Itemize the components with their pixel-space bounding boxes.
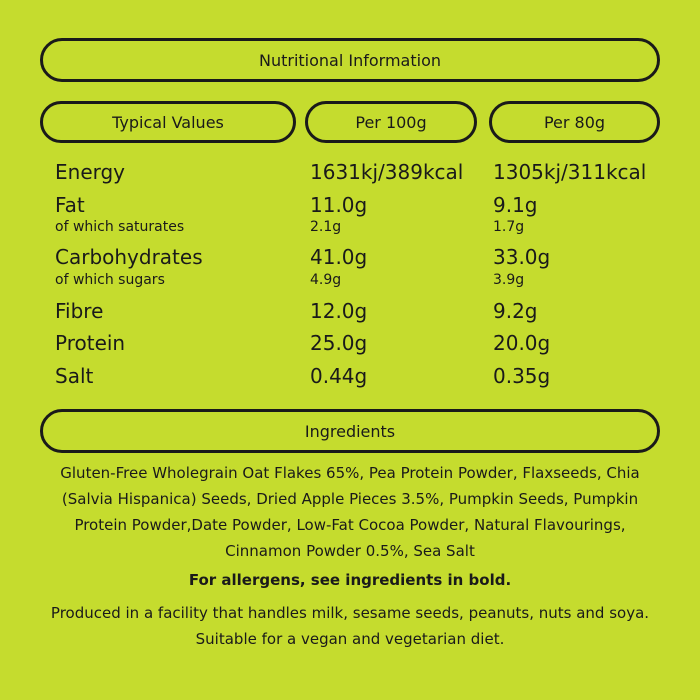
typical-values-label: Typical Values [112, 112, 224, 132]
facility-note: Produced in a facility that handles milk, sesame seeds, peanuts, nuts and soya. Suitable for a vegan and vegetarian diet. [50, 604, 650, 648]
per-80g-header [489, 101, 660, 143]
row-label: Fat [55, 193, 85, 217]
row-label: Energy [55, 160, 126, 184]
typical-values-header [40, 101, 296, 143]
per-100g-label: Per 100g [355, 112, 427, 132]
value-per-80g: 20.0g [493, 331, 551, 355]
value-per-100g: 11.0g [310, 193, 368, 217]
ingredients-header [40, 409, 660, 453]
row-label: Salt [55, 364, 94, 388]
allergen-note: For allergens, see ingredients in bold. [188, 571, 512, 589]
value-per-80g: 9.2g [493, 299, 538, 323]
value-per-80g: 0.35g [493, 364, 551, 388]
value-per-80g: 1305kj/311kcal [493, 160, 647, 184]
ingredients-title: Ingredients [304, 421, 396, 441]
row-label: of which sugars [55, 272, 165, 288]
row-label: Carbohydrates [55, 245, 203, 269]
value-per-100g: 0.44g [310, 364, 368, 388]
value-per-80g: 3.9g [493, 272, 525, 288]
row-label: Protein [55, 331, 126, 355]
per-100g-header [305, 101, 477, 143]
value-per-100g: 12.0g [310, 299, 368, 323]
nutritional-information-header [40, 38, 660, 82]
ingredients-text: Gluten-Free Wholegrain Oat Flakes 65%, Pea Protein Powder, Flaxseeds, Chia (Salvia Hispanica) Seeds, Dried Apple Pieces 3.5%, Pumpkin Seeds, Pumpkin Protein Powder,Date Powder, Low-Fat Cocoa Powder, Natural Flavourings, Cinnamon Powder 0.5%, Sea Salt [60, 464, 640, 560]
value-per-100g: 25.0g [310, 331, 368, 355]
value-per-80g: 9.1g [493, 193, 538, 217]
value-per-100g: 2.1g [310, 219, 342, 235]
row-label: Fibre [55, 299, 104, 323]
value-per-100g: 41.0g [310, 245, 368, 269]
row-label: of which saturates [55, 219, 185, 235]
per-80g-label: Per 80g [543, 112, 606, 132]
value-per-80g: 1.7g [493, 219, 525, 235]
value-per-100g: 4.9g [310, 272, 342, 288]
value-per-80g: 33.0g [493, 245, 551, 269]
nutritional-information-title: Nutritional Information [258, 50, 441, 70]
value-per-100g: 1631kj/389kcal [310, 160, 464, 184]
